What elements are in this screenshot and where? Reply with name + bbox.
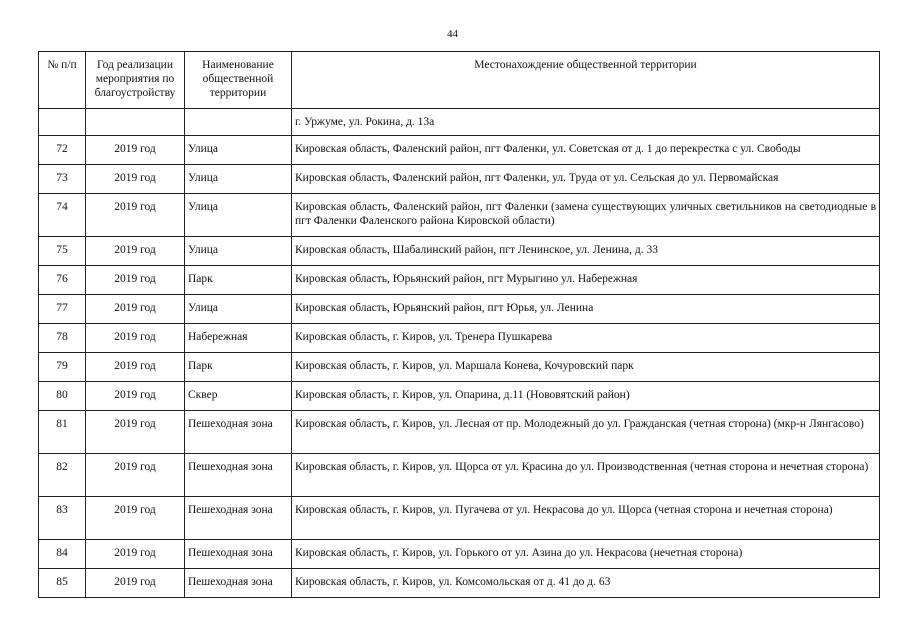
table-row [39, 454, 880, 497]
cell-year [86, 109, 185, 136]
territories-table [38, 51, 880, 598]
cell-location: Кировская область, г. Киров, ул. Комсомольская от д. 41 до д. 63 [292, 569, 880, 598]
cell-name: Сквер [185, 382, 292, 411]
cell-location: Кировская область, г. Киров, ул. Опарина, д.11 (Нововятский район) [292, 382, 880, 411]
cell-year: 2019 год [86, 540, 185, 569]
cell-num: 77 [39, 295, 86, 324]
cell-name: Парк [185, 353, 292, 382]
cell-name: Улица [185, 295, 292, 324]
table-row [39, 540, 880, 569]
header-num: № п/п [39, 52, 86, 109]
cell-location: г. Уржуме, ул. Рокина, д. 13а [292, 109, 880, 136]
cell-name: Пешеходная зона [185, 411, 292, 454]
cell-name: Улица [185, 237, 292, 266]
cell-year: 2019 год [86, 136, 185, 165]
table-row [39, 382, 880, 411]
header-name: Наименование общественной территории [185, 52, 292, 109]
cell-year: 2019 год [86, 237, 185, 266]
cell-name: Пешеходная зона [185, 540, 292, 569]
cell-num [39, 109, 86, 136]
table-header-row [39, 52, 880, 109]
cell-name: Пешеходная зона [185, 497, 292, 540]
cell-location: Кировская область, г. Киров, ул. Щорса от ул. Красина до ул. Производственная (четная сторона и нечетная сторона) [292, 454, 880, 497]
cell-num: 72 [39, 136, 86, 165]
cell-num: 84 [39, 540, 86, 569]
cell-year: 2019 год [86, 569, 185, 598]
header-year: Год реализации мероприятия по благоустройству [86, 52, 185, 109]
cell-year: 2019 год [86, 454, 185, 497]
cell-num: 75 [39, 237, 86, 266]
cell-name: Улица [185, 194, 292, 237]
cell-name [185, 109, 292, 136]
cell-location: Кировская область, Шабалинский район, пгт Ленинское, ул. Ленина, д. 33 [292, 237, 880, 266]
cell-year: 2019 год [86, 411, 185, 454]
table-row [39, 165, 880, 194]
cell-location: Кировская область, г. Киров, ул. Тренера Пушкарева [292, 324, 880, 353]
table-row [39, 266, 880, 295]
cell-year: 2019 год [86, 266, 185, 295]
table-row [39, 109, 880, 136]
cell-num: 73 [39, 165, 86, 194]
cell-num: 83 [39, 497, 86, 540]
cell-location: Кировская область, Юрьянский район, пгт Юрья, ул. Ленина [292, 295, 880, 324]
table-row [39, 497, 880, 540]
cell-name: Пешеходная зона [185, 569, 292, 598]
cell-location: Кировская область, г. Киров, ул. Лесная от пр. Молодежный до ул. Гражданская (четная сторона) (мкр-н Лянгасово) [292, 411, 880, 454]
cell-location: Кировская область, г. Киров, ул. Горького от ул. Азина до ул. Некрасова (нечетная сторона) [292, 540, 880, 569]
cell-location: Кировская область, Фаленский район, пгт Фаленки, ул. Труда от ул. Сельская до ул. Первомайская [292, 165, 880, 194]
table-row [39, 295, 880, 324]
cell-num: 79 [39, 353, 86, 382]
cell-num: 76 [39, 266, 86, 295]
cell-location: Кировская область, Юрьянский район, пгт Мурыгино ул. Набережная [292, 266, 880, 295]
table-row [39, 324, 880, 353]
cell-location: Кировская область, г. Киров, ул. Пугачева от ул. Некрасова до ул. Щорса (четная сторона и нечетная сторона) [292, 497, 880, 540]
cell-name: Улица [185, 165, 292, 194]
table-row [39, 136, 880, 165]
cell-year: 2019 год [86, 324, 185, 353]
table-row [39, 569, 880, 598]
cell-year: 2019 год [86, 353, 185, 382]
cell-num: 81 [39, 411, 86, 454]
header-location: Местонахождение общественной территории [292, 52, 880, 109]
table-row [39, 237, 880, 266]
cell-num: 78 [39, 324, 86, 353]
cell-location: Кировская область, Фаленский район, пгт Фаленки (замена существующих уличных светильников на светодиодные в пгт Фаленки Фаленского района Кировской области) [292, 194, 880, 237]
cell-name: Набережная [185, 324, 292, 353]
cell-num: 80 [39, 382, 86, 411]
page-number: 44 [447, 28, 458, 40]
cell-year: 2019 год [86, 497, 185, 540]
cell-year: 2019 год [86, 165, 185, 194]
cell-num: 82 [39, 454, 86, 497]
table-row [39, 411, 880, 454]
cell-name: Пешеходная зона [185, 454, 292, 497]
cell-location: Кировская область, г. Киров, ул. Маршала Конева, Кочуровский парк [292, 353, 880, 382]
cell-year: 2019 год [86, 194, 185, 237]
cell-name: Парк [185, 266, 292, 295]
cell-year: 2019 год [86, 382, 185, 411]
table-row [39, 194, 880, 237]
table-row [39, 353, 880, 382]
cell-num: 74 [39, 194, 86, 237]
cell-year: 2019 год [86, 295, 185, 324]
cell-name: Улица [185, 136, 292, 165]
cell-location: Кировская область, Фаленский район, пгт Фаленки, ул. Советская от д. 1 до перекрестка с ул. Свободы [292, 136, 880, 165]
cell-num: 85 [39, 569, 86, 598]
